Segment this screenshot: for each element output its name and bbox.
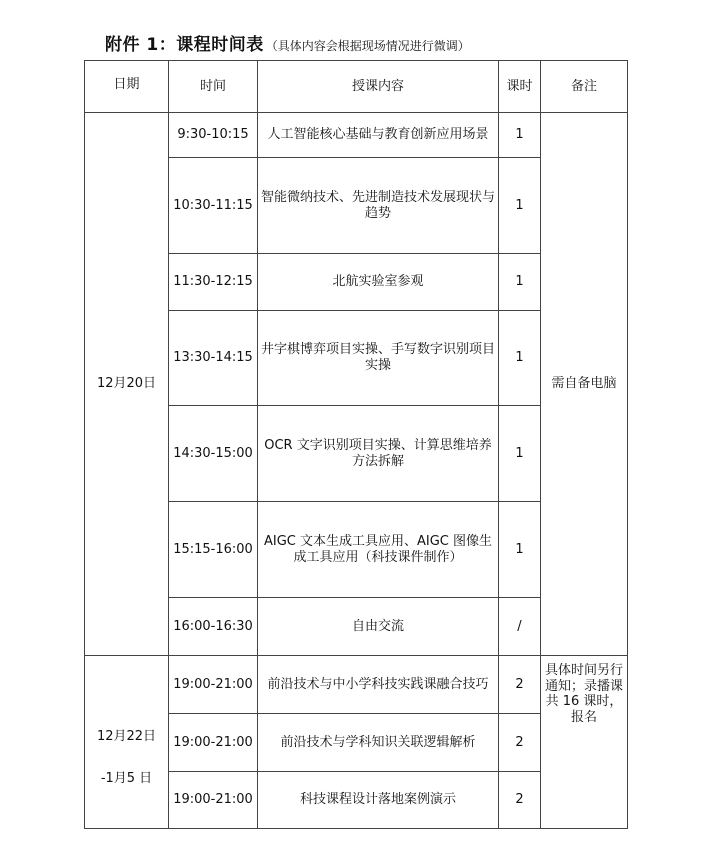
time-cell: 19:00-21:00 <box>169 714 258 772</box>
time-cell: 15:15-16:00 <box>169 502 258 598</box>
title-note: （具体内容会根据现场情况进行微调） <box>265 39 470 53</box>
content-cell: 北航实验室参观 <box>258 254 499 311</box>
title-main: 附件 1：课程时间表 <box>105 35 264 55</box>
remark-cell: 需自备电脑 <box>541 113 628 656</box>
hours-cell: 1 <box>499 406 541 502</box>
content-cell: 自由交流 <box>258 598 499 656</box>
time-cell: 9:30-10:15 <box>169 113 258 158</box>
header-date: 日期 <box>85 61 169 113</box>
remark-text: 具体时间另行通知；录播课共 16 课时，报名 <box>544 663 623 725</box>
page-title <box>105 30 470 55</box>
content-cell: 前沿技术与学科知识关联逻辑解析 <box>258 714 499 772</box>
hours-cell: 1 <box>499 113 541 158</box>
header-time: 时间 <box>169 61 258 113</box>
content-cell: 人工智能核心基础与教育创新应用场景 <box>258 113 499 158</box>
header-remark: 备注 <box>541 61 628 113</box>
date-start: 12月22日 <box>96 729 157 745</box>
header-hours: 课时 <box>499 61 541 113</box>
time-cell: 16:00-16:30 <box>169 598 258 656</box>
hours-cell: 1 <box>499 158 541 254</box>
hours-cell: 1 <box>499 254 541 311</box>
hours-cell: 1 <box>499 502 541 598</box>
table-row <box>85 656 628 714</box>
header-content: 授课内容 <box>258 61 499 113</box>
content-cell: 智能微纳技术、先进制造技术发展现状与趋势 <box>258 158 499 254</box>
hours-cell: 1 <box>499 311 541 406</box>
table-header-row <box>85 61 628 113</box>
content-cell: 前沿技术与中小学科技实践课融合技巧 <box>258 656 499 714</box>
time-cell: 19:00-21:00 <box>169 656 258 714</box>
date-cell <box>85 656 169 829</box>
content-cell: 科技课程设计落地案例演示 <box>258 772 499 829</box>
time-cell: 13:30-14:15 <box>169 311 258 406</box>
remark-cell <box>541 656 628 829</box>
time-cell: 19:00-21:00 <box>169 772 258 829</box>
schedule-table <box>84 60 628 829</box>
hours-cell: 2 <box>499 656 541 714</box>
table-row <box>85 113 628 158</box>
hours-cell: 2 <box>499 714 541 772</box>
hours-cell: / <box>499 598 541 656</box>
content-cell: 井字棋博弈项目实操、手写数字识别项目实操 <box>258 311 499 406</box>
date-cell: 12月20日 <box>85 113 169 656</box>
date-end: -1月5 日 <box>100 771 153 786</box>
time-cell: 10:30-11:15 <box>169 158 258 254</box>
time-cell: 14:30-15:00 <box>169 406 258 502</box>
time-cell: 11:30-12:15 <box>169 254 258 311</box>
content-cell: OCR 文字识别项目实操、计算思维培养方法拆解 <box>258 406 499 502</box>
hours-cell: 2 <box>499 772 541 829</box>
content-cell: AIGC 文本生成工具应用、AIGC 图像生成工具应用（科技课件制作） <box>258 502 499 598</box>
